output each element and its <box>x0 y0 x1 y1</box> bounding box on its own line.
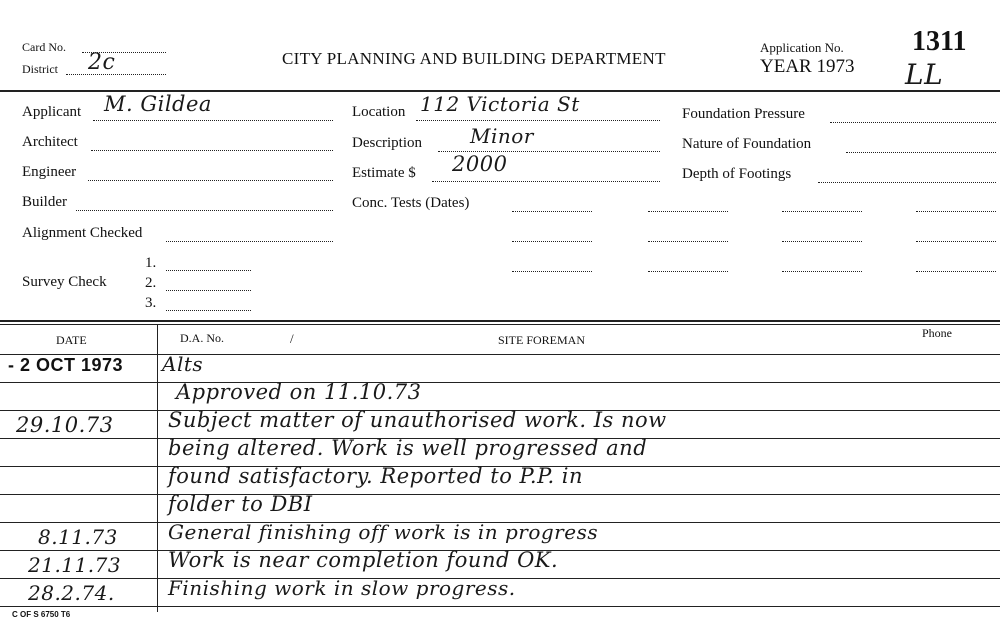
survey-2-line <box>166 290 251 291</box>
row-date: 21.11.73 <box>28 553 122 577</box>
location-label: Location <box>352 104 406 120</box>
row-date: 29.10.73 <box>16 413 114 437</box>
description-value: Minor <box>470 124 534 148</box>
row-date: 28.2.74. <box>28 581 115 605</box>
row-text: folder to DBI <box>168 492 313 516</box>
nature-foundation-line <box>846 152 996 153</box>
conc-line-2d <box>916 241 996 242</box>
row-text: Finishing work in slow progress. <box>168 576 516 600</box>
da-slash: / <box>290 331 294 346</box>
engineer-line <box>88 180 333 181</box>
row-text: being altered. Work is well progressed and <box>168 436 648 460</box>
nature-foundation-label: Nature of Foundation <box>682 136 812 152</box>
location-value: 112 Victoria St <box>420 92 580 116</box>
survey-1-label: 1. <box>145 255 157 271</box>
application-number: 1311 <box>912 26 967 57</box>
conc-line-2b <box>648 241 728 242</box>
builder-line <box>76 210 333 211</box>
conc-line-2a <box>512 241 592 242</box>
phone-header: Phone <box>922 326 952 340</box>
district-value: 2c <box>88 50 116 75</box>
application-initials: LL <box>905 58 944 91</box>
row-text: General finishing off work is in progress <box>168 520 599 544</box>
survey-3-label: 3. <box>145 295 157 311</box>
row-text: Subject matter of unauthorised work. Is now <box>168 408 667 432</box>
applicant-label: Applicant <box>22 104 82 120</box>
conc-line-1a <box>512 211 592 212</box>
survey-label: Survey Check <box>22 274 107 290</box>
row-text: found satisfactory. Reported to P.P. in <box>168 464 584 488</box>
row-text: Alts <box>162 352 204 376</box>
date-column-divider <box>157 324 158 612</box>
department-title: CITY PLANNING AND BUILDING DEPARTMENT <box>282 49 666 68</box>
depth-footings-label: Depth of Footings <box>682 166 792 182</box>
row-text: Approved on 11.10.73 <box>176 380 422 404</box>
alignment-label: Alignment Checked <box>22 225 143 241</box>
foundation-pressure-line <box>830 122 996 123</box>
footer-form-code: C OF S 6750 T6 <box>12 610 71 619</box>
year-label: YEAR 1973 <box>760 56 855 77</box>
conc-line-1d <box>916 211 996 212</box>
application-label: Application No. <box>760 40 844 55</box>
row-line <box>0 606 1000 607</box>
row-line <box>0 382 1000 383</box>
conc-line-2c <box>782 241 862 242</box>
conc-line-3a <box>512 271 592 272</box>
foundation-pressure-label: Foundation Pressure <box>682 106 805 122</box>
conc-line-3c <box>782 271 862 272</box>
description-label: Description <box>352 135 422 151</box>
location-line <box>416 120 660 121</box>
alignment-line <box>166 241 333 242</box>
conc-line-1b <box>648 211 728 212</box>
row-line <box>0 494 1000 495</box>
survey-2-label: 2. <box>145 275 157 291</box>
table-top-rule-2 <box>0 324 1000 325</box>
conc-line-3b <box>648 271 728 272</box>
row-date: - 2 OCT 1973 <box>8 355 124 375</box>
engineer-label: Engineer <box>22 164 77 180</box>
site-foreman-header: SITE FOREMAN <box>498 333 586 347</box>
row-line <box>0 354 1000 355</box>
conc-line-1c <box>782 211 862 212</box>
card-no-label: Card No. <box>22 40 66 54</box>
survey-3-line <box>166 310 251 311</box>
district-label: District <box>22 62 58 76</box>
row-text: Work is near completion found OK. <box>168 548 559 572</box>
applicant-line <box>93 120 333 121</box>
builder-label: Builder <box>22 194 67 210</box>
architect-label: Architect <box>22 134 78 150</box>
depth-footings-line <box>818 182 996 183</box>
estimate-value: 2000 <box>452 152 508 176</box>
survey-1-line <box>166 270 251 271</box>
estimate-label: Estimate $ <box>352 165 416 181</box>
row-date: 8.11.73 <box>38 525 118 549</box>
district-line <box>66 74 166 75</box>
estimate-line <box>432 181 660 182</box>
conc-tests-label: Conc. Tests (Dates) <box>352 195 470 211</box>
table-top-rule-1 <box>0 320 1000 322</box>
architect-line <box>91 150 333 151</box>
conc-line-3d <box>916 271 996 272</box>
da-header: D.A. No. <box>180 331 224 345</box>
date-header: DATE <box>56 333 87 347</box>
applicant-value: M. Gildea <box>104 92 212 116</box>
